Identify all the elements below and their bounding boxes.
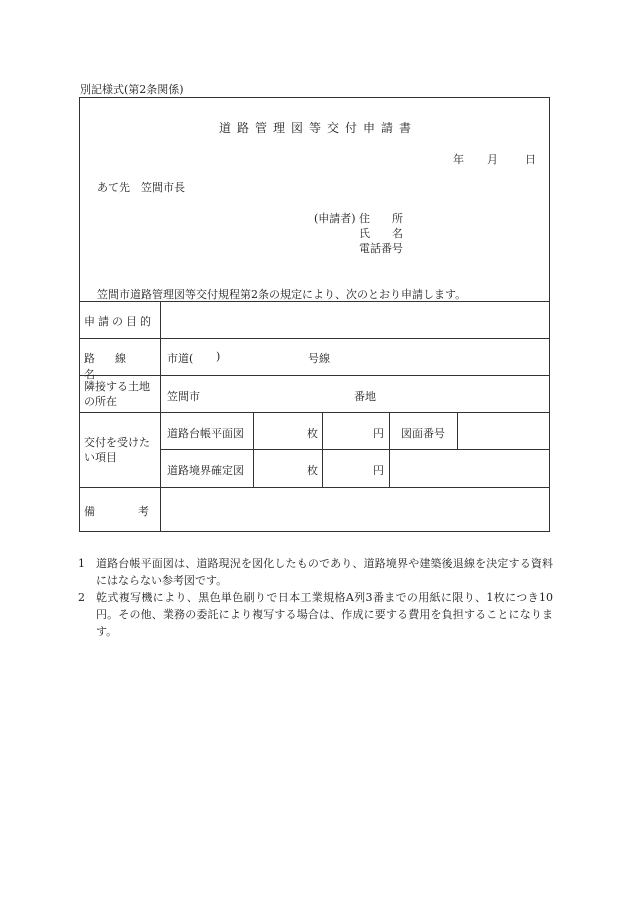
purpose-label — [84, 313, 154, 329]
item1-sheets-unit: 枚 — [307, 427, 318, 440]
location-lot-suffix: 番地 — [354, 390, 376, 403]
row-divider — [160, 449, 550, 450]
note-item — [78, 555, 553, 589]
route-suffix: 号線 — [308, 352, 330, 365]
row-divider — [79, 412, 550, 413]
applicant-address-label: 住 所 — [359, 212, 403, 225]
location-lot-field[interactable] — [210, 386, 350, 402]
route-paren-close: ) — [216, 350, 221, 363]
applicant-phone-label: 電話番号 — [359, 242, 403, 255]
applicant-role: (申請者) — [314, 212, 356, 225]
notes — [78, 555, 553, 640]
items-label — [84, 435, 150, 465]
applicant-name-label: 氏 名 — [359, 227, 403, 240]
date-year-label: 年 — [453, 153, 464, 166]
drawing-number-field[interactable] — [461, 418, 547, 443]
application-statement: 笠間市道路管理図等交付規程第2条の規定により、次のとおり申請します。 — [97, 288, 467, 301]
remarks-label: 備 考 — [84, 505, 156, 518]
location-label-line2: の所在 — [84, 395, 117, 408]
items-label-line1: 交付を受けた — [84, 436, 150, 449]
drawing-number-label: 図面番号 — [401, 427, 445, 440]
column-divider — [389, 412, 390, 487]
row-divider — [79, 338, 550, 339]
note-number: 1 — [78, 557, 85, 570]
purpose-label-text: 申請の目的 — [84, 315, 154, 328]
label-column-divider — [160, 301, 161, 531]
route-number-field[interactable] — [232, 350, 304, 364]
column-divider — [457, 412, 458, 449]
table-top-border — [79, 301, 550, 302]
note-text: 道路台帳平面図は、道路現況を図化したものであり、道路境界や建築後退線を決定する資料にはならない参考図です。 — [96, 557, 553, 587]
note-item — [78, 589, 553, 640]
note-text: 乾式複写機により、黒色単色刷りで日本工業規格A列3番までの用紙に限り、1枚につき10円。その他、業務の委託により複写する場合は、作成に要する費用を負担することになります。 — [96, 591, 553, 638]
date-month-label: 月 — [487, 153, 498, 166]
item1-name: 道路台帳平面図 — [167, 427, 244, 440]
item2-yen-unit: 円 — [373, 464, 384, 477]
addressee: あて先 笠間市長 — [97, 181, 185, 194]
items-label-line2: い項目 — [84, 451, 117, 464]
item2-sheets-unit: 枚 — [307, 464, 318, 477]
item2-name: 道路境界確定図 — [167, 464, 244, 477]
remarks-field[interactable] — [165, 493, 547, 526]
purpose-field[interactable] — [165, 313, 548, 333]
location-city: 笠間市 — [167, 390, 200, 403]
form-label: 別記様式(第2条関係) — [80, 83, 184, 96]
column-divider — [253, 412, 254, 487]
row-divider — [79, 487, 550, 488]
item1-yen-unit: 円 — [373, 427, 384, 440]
route-prefix: 市道( — [167, 352, 194, 365]
form-title: 道路管理図等交付申請書 — [218, 121, 417, 135]
date-day-label: 日 — [525, 153, 536, 166]
location-label — [84, 379, 150, 409]
column-divider — [322, 412, 323, 487]
location-label-line1: 隣接する土地 — [84, 380, 150, 393]
route-label: 路 線 名 — [84, 352, 146, 381]
note-number: 2 — [78, 591, 85, 604]
